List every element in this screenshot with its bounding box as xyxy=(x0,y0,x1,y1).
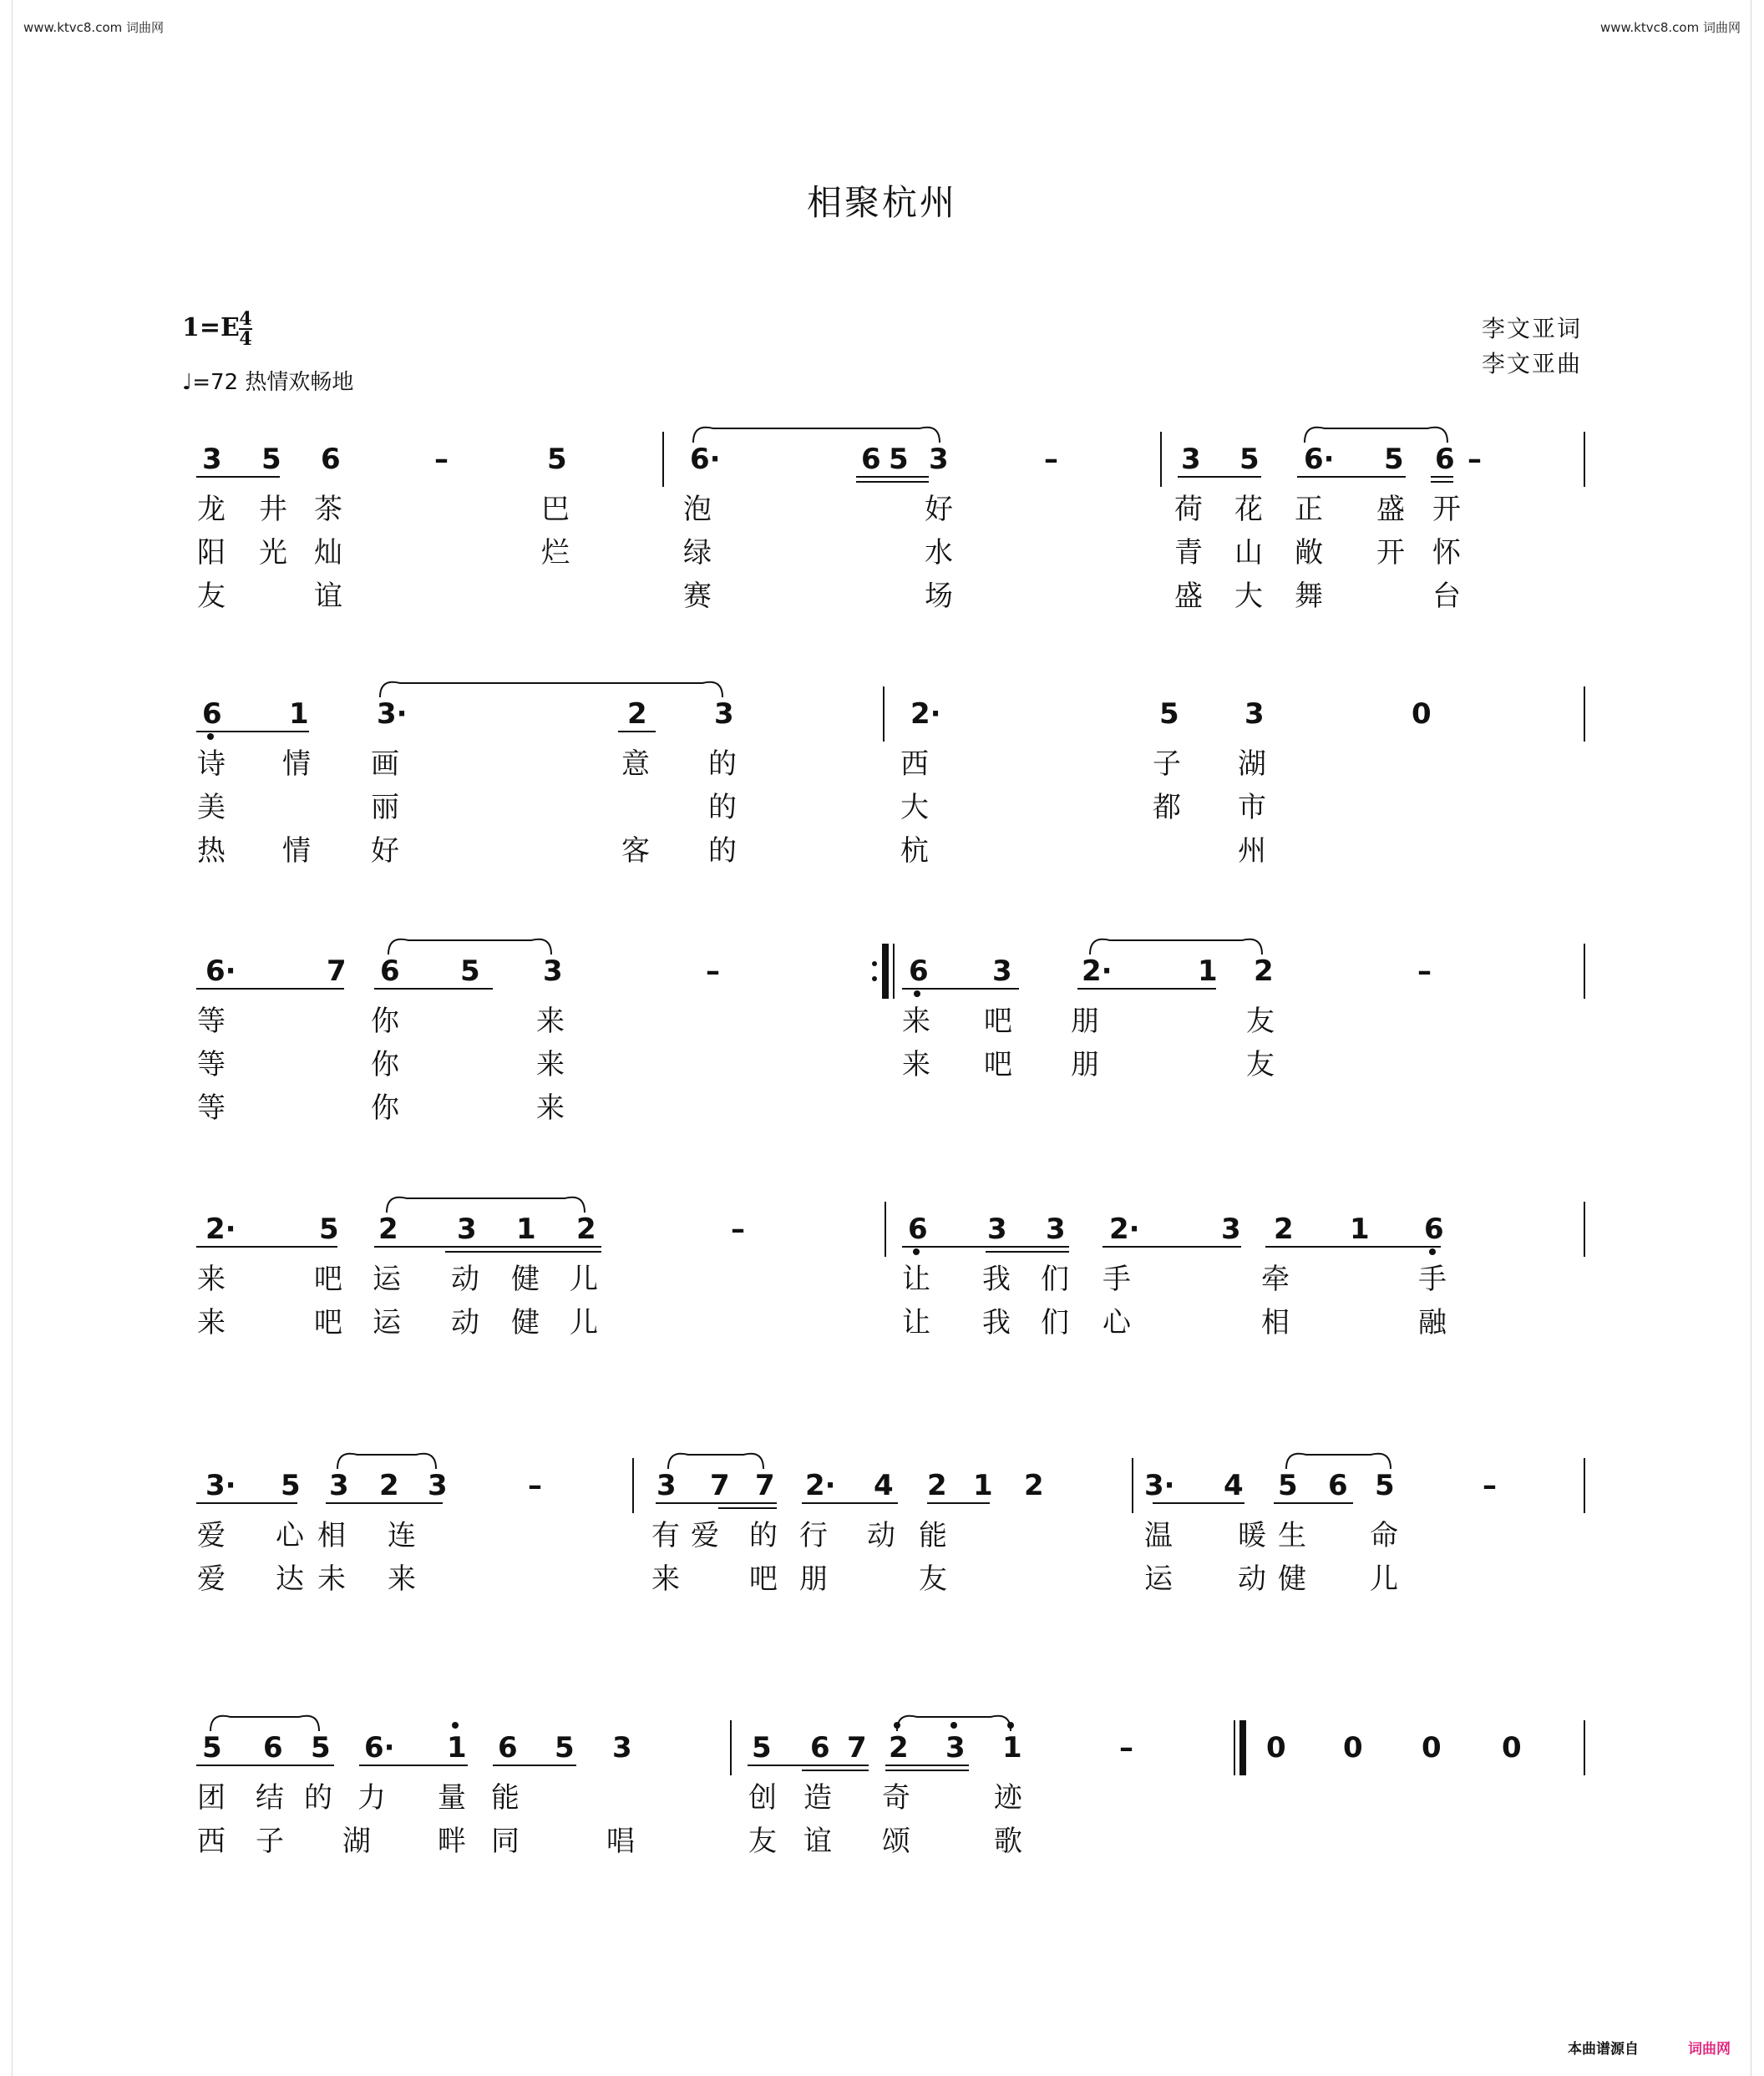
lyric-syllable: 们 xyxy=(1041,1306,1069,1339)
note: 6 xyxy=(810,1731,830,1765)
slur xyxy=(693,428,940,443)
note: 5 xyxy=(547,443,567,476)
lyric-syllable: 好 xyxy=(371,834,399,868)
note: 6 xyxy=(908,1213,928,1246)
note: 5 xyxy=(1375,1469,1395,1502)
lyric-syllable: 融 xyxy=(1418,1306,1447,1339)
lyric-syllable: 连 xyxy=(388,1519,416,1552)
lyric-syllable: 爱 xyxy=(197,1562,226,1596)
note: – xyxy=(1467,443,1482,476)
note: 5 xyxy=(889,443,909,476)
note: 1 xyxy=(1350,1213,1370,1246)
key-signature: 1=E xyxy=(182,313,240,342)
note: 5 xyxy=(261,443,281,476)
lyric-syllable: 州 xyxy=(1238,834,1266,868)
lyric-syllable: 情 xyxy=(282,834,311,868)
note: 1 xyxy=(516,1213,536,1246)
low-octave-dot xyxy=(207,733,214,740)
note: 6 xyxy=(909,954,929,988)
note: 3 xyxy=(656,1469,677,1502)
note: – xyxy=(434,443,449,476)
lyric-syllable: 结 xyxy=(256,1781,284,1815)
note: 2 xyxy=(1274,1213,1294,1246)
lyric-syllable: 来 xyxy=(902,1005,930,1038)
note: 3· xyxy=(1144,1469,1175,1502)
note: 2 xyxy=(927,1469,947,1502)
lyric-syllable: 子 xyxy=(1153,747,1181,781)
note: 5 xyxy=(311,1731,331,1765)
lyric-syllable: 等 xyxy=(197,1005,226,1038)
note: 0 xyxy=(1343,1731,1363,1765)
note: 3 xyxy=(543,954,563,988)
note: 6 xyxy=(321,443,341,476)
note: 2· xyxy=(205,1213,236,1246)
note: 6 xyxy=(498,1731,518,1765)
lyric-syllable: 客 xyxy=(621,834,650,868)
site-watermark-right: www.ktvc8.com 词曲网 xyxy=(1599,20,1741,35)
lyric-syllable: 市 xyxy=(1238,791,1266,824)
note: 2 xyxy=(379,1469,399,1502)
lyric-syllable: 畔 xyxy=(438,1825,466,1858)
note: 3 xyxy=(457,1213,477,1246)
lyric-syllable: 意 xyxy=(621,747,650,781)
note: 3 xyxy=(992,954,1012,988)
lyric-syllable: 情 xyxy=(282,747,311,781)
lyric-syllable: 友 xyxy=(197,580,226,613)
high-octave-dot xyxy=(894,1722,900,1729)
lyric-syllable: 灿 xyxy=(314,536,342,570)
slur xyxy=(1090,939,1262,954)
high-octave-dot xyxy=(1007,1722,1014,1729)
lyric-syllable: 牵 xyxy=(1261,1263,1290,1296)
note: 7 xyxy=(847,1731,867,1765)
note: 5 xyxy=(281,1469,301,1502)
note: 2· xyxy=(805,1469,836,1502)
lyric-syllable: 奇 xyxy=(882,1781,910,1815)
note: 2 xyxy=(889,1731,909,1765)
note: 6 xyxy=(1435,443,1455,476)
lyric-syllable: 吧 xyxy=(984,1005,1012,1038)
lyric-syllable: 唱 xyxy=(606,1825,635,1858)
lyric-syllable: 健 xyxy=(511,1263,540,1296)
lyric-syllable: 健 xyxy=(1278,1562,1306,1596)
lyric-syllable: 等 xyxy=(197,1048,226,1081)
lyric-syllable: 相 xyxy=(317,1519,346,1552)
lyric-syllable: 我 xyxy=(982,1306,1011,1339)
lyric-syllable: 生 xyxy=(1278,1519,1306,1552)
lyric-syllable: 大 xyxy=(1234,580,1263,613)
note: 3 xyxy=(1221,1213,1241,1246)
note: 3 xyxy=(428,1469,448,1502)
lyric-syllable: 谊 xyxy=(803,1825,832,1858)
song-title: 相聚杭州 xyxy=(806,182,957,223)
lyric-syllable: 命 xyxy=(1370,1519,1398,1552)
lyric-syllable: 手 xyxy=(1102,1263,1131,1296)
lyric-syllable: 阳 xyxy=(197,536,226,570)
lyric-syllable: 舞 xyxy=(1295,580,1323,613)
lyric-syllable: 爱 xyxy=(197,1519,226,1552)
lyric-syllable: 烂 xyxy=(541,536,570,570)
footer-source: 本曲谱源自 xyxy=(1568,2041,1639,2058)
lyric-syllable: 的 xyxy=(304,1781,332,1815)
lyric-syllable: 颂 xyxy=(882,1825,910,1858)
lyric-syllable: 心 xyxy=(276,1519,304,1552)
lyric-syllable: 山 xyxy=(1234,536,1263,570)
lyric-syllable: 有 xyxy=(651,1519,680,1552)
note: 2 xyxy=(576,1213,596,1246)
note: 1 xyxy=(447,1731,467,1765)
note: 6· xyxy=(690,443,721,476)
note: 1 xyxy=(973,1469,993,1502)
lyric-syllable: 青 xyxy=(1174,536,1203,570)
note: 2· xyxy=(910,697,941,731)
lyric-syllable: 热 xyxy=(197,834,226,868)
lyric-syllable: 运 xyxy=(373,1306,401,1339)
lyric-syllable: 儿 xyxy=(570,1306,598,1339)
lyric-syllable: 来 xyxy=(536,1091,565,1125)
note: 6 xyxy=(263,1731,283,1765)
lyric-syllable: 暖 xyxy=(1238,1519,1266,1552)
note: 5 xyxy=(319,1213,339,1246)
lyric-syllable: 友 xyxy=(748,1825,777,1858)
lyric-syllable: 茶 xyxy=(314,493,342,526)
lyric-syllable: 光 xyxy=(259,536,287,570)
lyric-syllable: 造 xyxy=(803,1781,832,1815)
lyric-syllable: 量 xyxy=(438,1781,466,1815)
lyric-syllable: 西 xyxy=(900,747,929,781)
lyric-syllable: 未 xyxy=(317,1562,346,1596)
lyric-syllable: 泡 xyxy=(683,493,712,526)
quarter-note-icon: ♩ xyxy=(182,370,193,395)
lyric-syllable: 诗 xyxy=(197,747,226,781)
lyric-syllable: 友 xyxy=(1246,1005,1275,1038)
note: 2· xyxy=(1109,1213,1140,1246)
lyric-syllable: 杭 xyxy=(900,834,929,868)
low-octave-dot xyxy=(914,990,920,997)
lyric-syllable: 来 xyxy=(388,1562,416,1596)
high-octave-dot xyxy=(950,1722,957,1729)
slur xyxy=(668,1454,763,1469)
note: 3 xyxy=(202,443,222,476)
low-octave-dot xyxy=(913,1248,920,1255)
lyric-syllable: 巴 xyxy=(541,493,570,526)
note: 5 xyxy=(555,1731,575,1765)
note: 6 xyxy=(861,443,881,476)
note: 3 xyxy=(1181,443,1201,476)
note: 7 xyxy=(710,1469,730,1502)
footer-brand: 词曲网 xyxy=(1688,2041,1731,2058)
note: 1 xyxy=(289,697,309,731)
lyric-syllable: 运 xyxy=(1144,1562,1173,1596)
lyricist-credit: 李文亚词 xyxy=(1481,315,1582,342)
note: – xyxy=(1119,1731,1133,1765)
lyric-syllable: 行 xyxy=(799,1519,828,1552)
lyric-syllable: 朋 xyxy=(1071,1005,1099,1038)
time-signature-bottom: 4 xyxy=(239,328,252,350)
note: 3· xyxy=(377,697,408,731)
note: 5 xyxy=(1159,697,1179,731)
repeat-dot xyxy=(872,976,877,981)
lyric-syllable: 手 xyxy=(1418,1263,1447,1296)
note: 3 xyxy=(1244,697,1265,731)
lyric-syllable: 健 xyxy=(511,1306,540,1339)
slur xyxy=(897,1716,1011,1731)
tempo-text: =72 热情欢畅地 xyxy=(192,370,354,395)
note: 3 xyxy=(1046,1213,1066,1246)
lyric-syllable: 动 xyxy=(867,1519,895,1552)
lyric-syllable: 开 xyxy=(1432,493,1461,526)
note: – xyxy=(731,1213,745,1246)
lyric-syllable: 赛 xyxy=(683,580,712,613)
lyric-syllable: 友 xyxy=(919,1562,947,1596)
note: 3 xyxy=(329,1469,349,1502)
note: 0 xyxy=(1422,1731,1442,1765)
lyric-syllable: 同 xyxy=(491,1825,520,1858)
lyric-syllable: 大 xyxy=(900,791,929,824)
left-margin-line xyxy=(12,0,13,2076)
tempo-marking xyxy=(182,365,353,396)
lyric-syllable: 好 xyxy=(925,493,953,526)
note: 4 xyxy=(874,1469,894,1502)
slur xyxy=(380,682,722,697)
note: 5 xyxy=(1384,443,1404,476)
lyric-syllable: 盛 xyxy=(1376,493,1405,526)
lyric-syllable: 台 xyxy=(1432,580,1461,613)
lyric-syllable: 画 xyxy=(371,747,399,781)
slur xyxy=(1286,1454,1391,1469)
lyric-syllable: 都 xyxy=(1153,791,1181,824)
lyric-syllable: 湖 xyxy=(342,1825,371,1858)
note: 5 xyxy=(1239,443,1260,476)
lyric-syllable: 敞 xyxy=(1295,536,1323,570)
lyric-syllable: 动 xyxy=(1238,1562,1266,1596)
note: 3 xyxy=(987,1213,1007,1246)
note: 3 xyxy=(612,1731,632,1765)
note: 0 xyxy=(1412,697,1432,731)
lyric-syllable: 来 xyxy=(536,1048,565,1081)
note: 6· xyxy=(205,954,236,988)
lyric-syllable: 们 xyxy=(1041,1263,1069,1296)
slur xyxy=(388,939,551,954)
note: 7 xyxy=(755,1469,775,1502)
note: 3· xyxy=(205,1469,236,1502)
lyric-syllable: 丽 xyxy=(371,791,399,824)
lyric-syllable: 怀 xyxy=(1432,536,1461,570)
lyric-syllable: 迹 xyxy=(994,1781,1022,1815)
lyric-syllable: 运 xyxy=(373,1263,401,1296)
lyric-syllable: 儿 xyxy=(1370,1562,1398,1596)
note: 6 xyxy=(380,954,400,988)
note: 5 xyxy=(460,954,480,988)
lyric-syllable: 我 xyxy=(982,1263,1011,1296)
lyric-syllable: 的 xyxy=(708,791,737,824)
lyric-syllable: 正 xyxy=(1295,493,1323,526)
lyric-syllable: 儿 xyxy=(570,1263,598,1296)
note: 0 xyxy=(1502,1731,1522,1765)
note: 2 xyxy=(1254,954,1274,988)
high-octave-dot xyxy=(452,1722,459,1729)
lyric-syllable: 来 xyxy=(197,1263,226,1296)
note: 6· xyxy=(1304,443,1335,476)
lyric-syllable: 吧 xyxy=(314,1263,342,1296)
lyric-syllable: 荷 xyxy=(1174,493,1203,526)
note: 2 xyxy=(627,697,647,731)
note: 6 xyxy=(202,697,222,731)
lyric-syllable: 朋 xyxy=(1071,1048,1099,1081)
low-octave-dot xyxy=(1429,1248,1436,1255)
note: – xyxy=(1417,954,1432,988)
lyric-syllable: 的 xyxy=(749,1519,778,1552)
lyric-syllable: 来 xyxy=(197,1306,226,1339)
lyric-syllable: 花 xyxy=(1234,493,1263,526)
lyric-syllable: 动 xyxy=(451,1263,479,1296)
note: 3 xyxy=(929,443,949,476)
lyric-syllable: 西 xyxy=(197,1825,226,1858)
note: 6 xyxy=(1328,1469,1348,1502)
lyric-syllable: 能 xyxy=(919,1519,947,1552)
note: 1 xyxy=(1198,954,1218,988)
lyric-syllable: 能 xyxy=(491,1781,520,1815)
note: 7 xyxy=(327,954,347,988)
note: 4 xyxy=(1224,1469,1244,1502)
slur xyxy=(1305,428,1447,443)
lyric-syllable: 吧 xyxy=(314,1306,342,1339)
lyric-syllable: 开 xyxy=(1376,536,1405,570)
lyric-syllable: 美 xyxy=(197,791,226,824)
lyric-syllable: 谊 xyxy=(314,580,342,613)
lyric-syllable: 温 xyxy=(1144,1519,1173,1552)
note: – xyxy=(1483,1469,1497,1502)
lyric-syllable: 龙 xyxy=(197,493,226,526)
lyric-syllable: 绿 xyxy=(683,536,712,570)
note: 2 xyxy=(1024,1469,1044,1502)
lyric-syllable: 水 xyxy=(925,536,953,570)
lyric-syllable: 的 xyxy=(708,834,737,868)
note: – xyxy=(528,1469,542,1502)
lyric-syllable: 团 xyxy=(197,1781,226,1815)
note: 0 xyxy=(1266,1731,1286,1765)
time-signature-top: 4 xyxy=(239,308,252,330)
lyric-syllable: 你 xyxy=(371,1048,399,1081)
site-watermark-left: www.ktvc8.com 词曲网 xyxy=(23,20,165,35)
lyric-syllable: 创 xyxy=(748,1781,777,1815)
time-signature xyxy=(239,308,252,350)
note: 3 xyxy=(945,1731,966,1765)
note: 5 xyxy=(752,1731,772,1765)
lyric-syllable: 友 xyxy=(1246,1048,1275,1081)
note: 5 xyxy=(202,1731,222,1765)
slur xyxy=(387,1197,585,1213)
note: 2· xyxy=(1082,954,1113,988)
lyric-syllable: 让 xyxy=(902,1306,930,1339)
lyric-syllable: 动 xyxy=(451,1306,479,1339)
lyric-syllable: 来 xyxy=(651,1562,680,1596)
lyric-syllable: 心 xyxy=(1102,1306,1131,1339)
note: 6 xyxy=(1424,1213,1444,1246)
lyric-syllable: 来 xyxy=(536,1005,565,1038)
lyric-syllable: 让 xyxy=(902,1263,930,1296)
slur xyxy=(210,1716,319,1731)
lyric-syllable: 你 xyxy=(371,1091,399,1125)
lyric-syllable: 相 xyxy=(1261,1306,1290,1339)
note: – xyxy=(1044,443,1058,476)
lyric-syllable: 场 xyxy=(925,580,953,613)
lyric-syllable: 等 xyxy=(197,1091,226,1125)
note: 3 xyxy=(714,697,734,731)
lyric-syllable: 吧 xyxy=(984,1048,1012,1081)
note: 1 xyxy=(1002,1731,1022,1765)
lyric-syllable: 力 xyxy=(357,1781,386,1815)
lyric-syllable: 的 xyxy=(708,747,737,781)
lyric-syllable: 吧 xyxy=(749,1562,778,1596)
lyric-syllable: 子 xyxy=(256,1825,284,1858)
lyric-syllable: 湖 xyxy=(1238,747,1266,781)
lyric-syllable: 达 xyxy=(276,1562,304,1596)
note: 5 xyxy=(1278,1469,1298,1502)
lyric-syllable: 来 xyxy=(902,1048,930,1081)
note: 6· xyxy=(364,1731,395,1765)
slur xyxy=(337,1454,436,1469)
note: 2 xyxy=(378,1213,398,1246)
lyric-syllable: 爱 xyxy=(691,1519,719,1552)
lyric-syllable: 井 xyxy=(259,493,287,526)
lyric-syllable: 歌 xyxy=(994,1825,1022,1858)
note: – xyxy=(706,954,720,988)
lyric-syllable: 你 xyxy=(371,1005,399,1038)
lyric-syllable: 朋 xyxy=(799,1562,828,1596)
lyric-syllable: 盛 xyxy=(1174,580,1203,613)
composer-credit: 李文亚曲 xyxy=(1481,350,1582,377)
repeat-dot xyxy=(872,961,877,966)
